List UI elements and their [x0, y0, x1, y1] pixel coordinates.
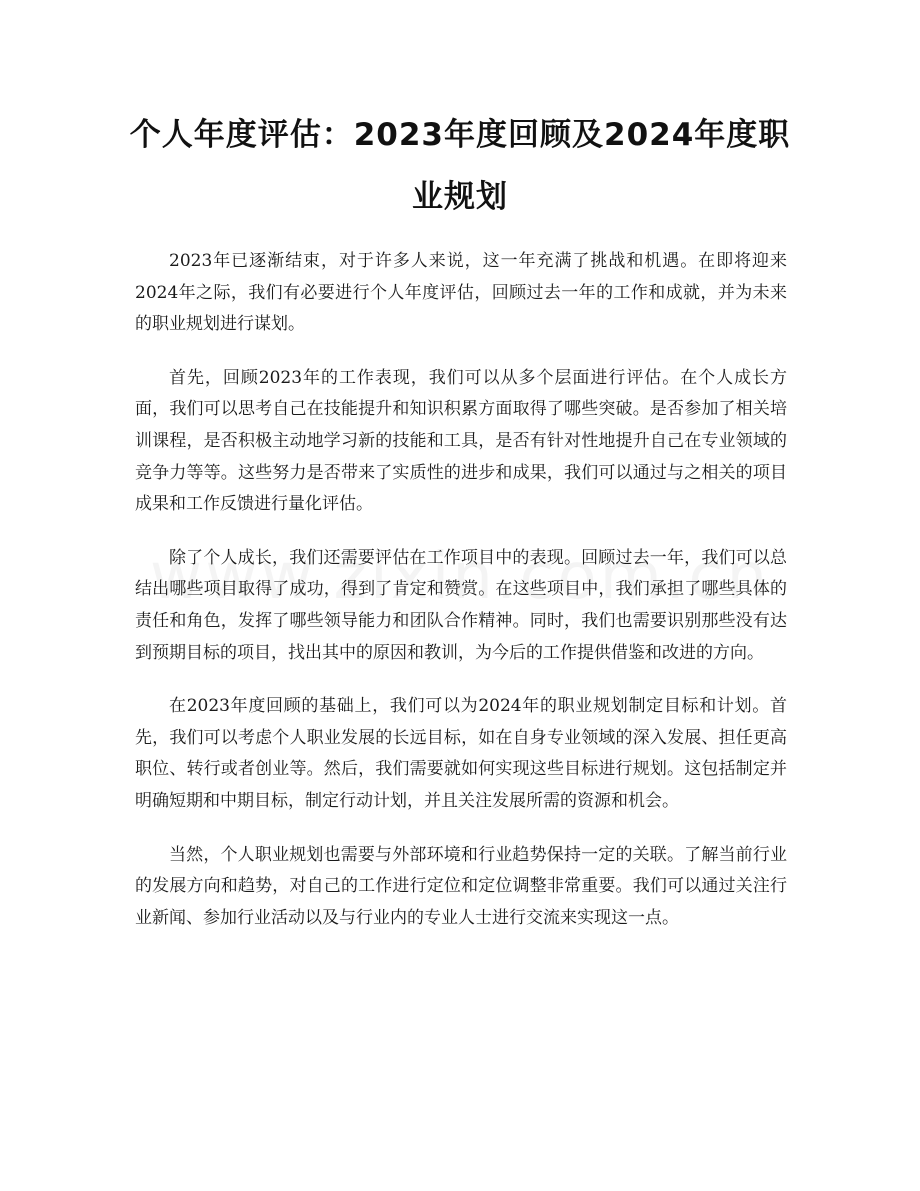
- document-body: [135, 246, 787, 956]
- paragraph-review-projects: 除了个人成长，我们还需要评估在工作项目中的表现。回顾过去一年，我们可以总结出哪些项目取得了成功，得到了肯定和赞赏。在这些项目中，我们承担了哪些具体的责任和角色，发挥了哪些领导能力和团队合作精神。同时，我们也需要识别那些没有达到预期目标的项目，找出其中的原因和教训，为今后的工作提供借鉴和改进的方向。: [135, 547, 787, 663]
- paragraph-2024-plan: 在2023年度回顾的基础上，我们可以为2024年的职业规划制定目标和计划。首先，我们可以考虑个人职业发展的长远目标，如在自身专业领域的深入发展、担任更高职位、转行或者创业等。然后，我们需要就如何实现这些目标进行规划。这包括制定并明确短期和中期目标，制定行动计划，并且关注发展所需的资源和机会。: [135, 696, 787, 811]
- paragraph-intro: 2023年已逐渐结束，对于许多人来说，这一年充满了挑战和机遇。在即将迎来2024年之际，我们有必要进行个人年度评估，回顾过去一年的工作和成就，并为未来的职业规划进行谋划。: [135, 251, 787, 335]
- paragraph-industry-trends: 当然，个人职业规划也需要与外部环境和行业趋势保持一定的关联。了解当前行业的发展方向和趋势，对自己的工作进行定位和定位调整非常重要。我们可以通过关注行业新闻、参加行业活动以及与行业内的专业人士进行交流来实现这一点。: [135, 844, 787, 928]
- document-title: 个人年度评估：2023年度回顾及2024年度职业规划: [129, 117, 791, 215]
- paragraph-review-growth: 首先，回顾2023年的工作表现，我们可以从多个层面进行评估。在个人成长方面，我们可以思考自己在技能提升和知识积累方面取得了哪些突破。是否参加了相关培训课程，是否积极主动地学习新的技能和工具，是否有针对性地提升自己在专业领域的竞争力等等。这些努力是否带来了实质性的进步和成果，我们可以通过与之相关的项目成果和工作反馈进行量化评估。: [135, 367, 787, 515]
